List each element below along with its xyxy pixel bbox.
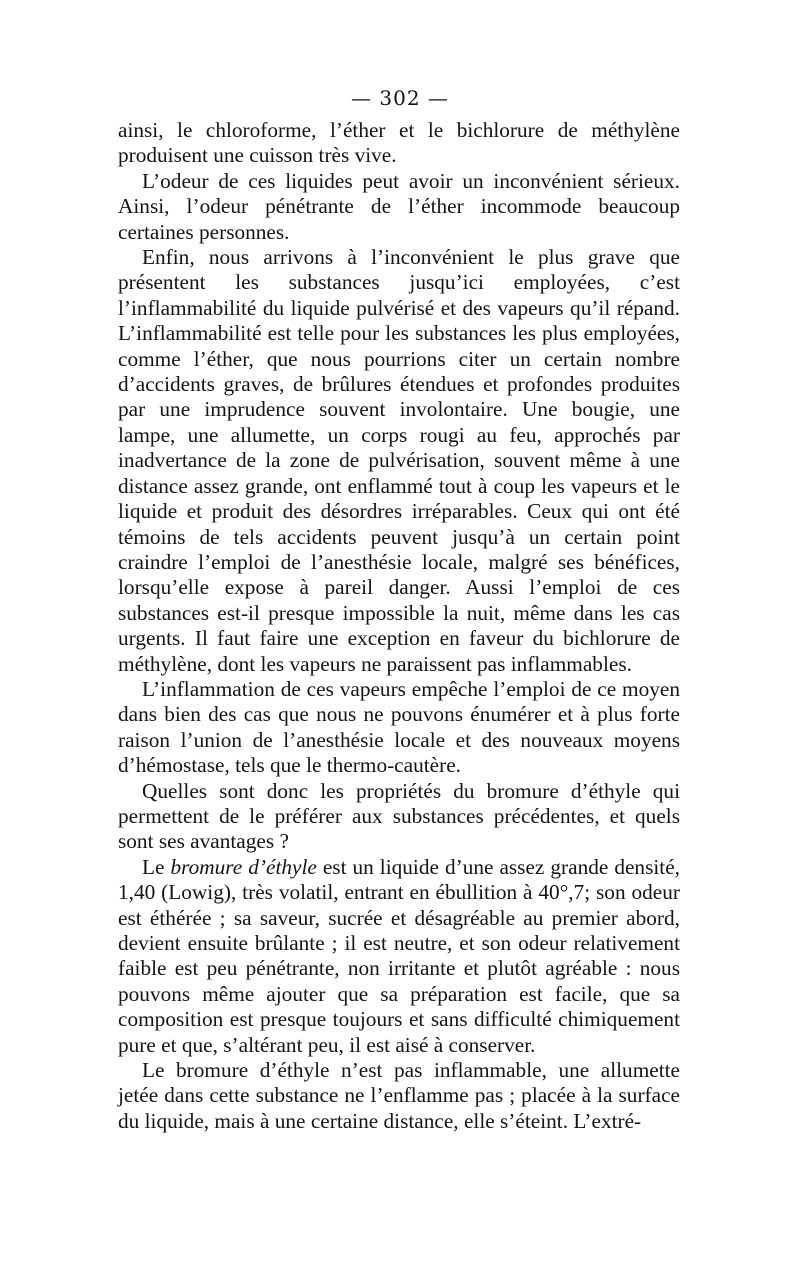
paragraph-prefix: Le — [142, 854, 171, 879]
paragraph: Le bromure d’éthyle n’est pas inflammable, une allumette jetée dans cette substance ne l’enflamme pas ; placée à la surface du liquide, mais à une certaine distance, elle s’éteint. L’extré- — [118, 1058, 680, 1133]
paragraph: L’odeur de ces liquides peut avoir un inconvénient sérieux. Ainsi, l’odeur pénétrante de l’éther incommode beaucoup certaines personnes. — [118, 168, 680, 244]
paragraph: Quelles sont donc les propriétés du bromure d’éthyle qui permettent de le préférer aux substances précédentes, et quels sont ses avantages ? — [118, 778, 680, 854]
italic-term: bromure d’éthyle — [170, 854, 317, 879]
paragraph: Enfin, nous arrivons à l’inconvénient le plus grave que présentent les substances jusqu’ici employées, c’est l’inflammabilité du liquide pulvérisé et des vapeurs qu’il répand. L’inflammabilité est telle pour les substances les plus employées, comme l’éther, que nous pourrions citer un certain nombre d’accidents graves, de brûlures étendues et profondes produites par une imprudence souvent involontaire. Une bougie, une lampe, une allumette, un corps rougi au feu, approchés par inadvertance de la zone de pulvérisation, souvent même à une distance assez grande, ont enflammé tout à coup les vapeurs et le liquide et produit des désordres irréparables. Ceux qui ont été témoins de tels accidents peuvent jusqu’à un certain point craindre l’emploi de l’anesthésie locale, malgré ses bénéfices, lorsqu’elle expose à pareil danger. Aussi l’emploi de ces substances est-il presque impossible la nuit, même dans les cas urgents. Il faut faire une exception en faveur du bichlorure de méthylène, dont les vapeurs ne paraissent pas inflammables. — [118, 245, 680, 676]
paragraph-body: est un liquide d’une assez grande densité, 1,40 (Lowig), très volatil, entrant en ébullition à 40°,7; son odeur est éthérée ; sa saveur, sucrée et désagréable au premier abord, devient ensuite brûlante ; il est neutre, et son odeur relativement faible est peu pénétrante, non irritante et plutôt agréable : nous pouvons même ajouter que sa préparation est facile, que sa composition est presque toujours et sans difficulté chimiquement pure et que, s’altérant peu, il est aisé à conserver. — [118, 854, 680, 1057]
body-text — [118, 118, 680, 1134]
paragraph: ainsi, le chloroforme, l’éther et le bichlorure de méthylène produisent une cuisson très vive. — [118, 118, 680, 168]
page-number: — 302 — — [351, 86, 449, 110]
paragraph: L’inflammation de ces vapeurs empêche l’emploi de ce moyen dans bien des cas que nous ne pouvons énumérer et à plus forte raison l’union de l’anesthésie locale et des nouveaux moyens d’hémostase, tels que le thermo-cautère. — [118, 676, 680, 778]
paragraph — [118, 855, 680, 1058]
